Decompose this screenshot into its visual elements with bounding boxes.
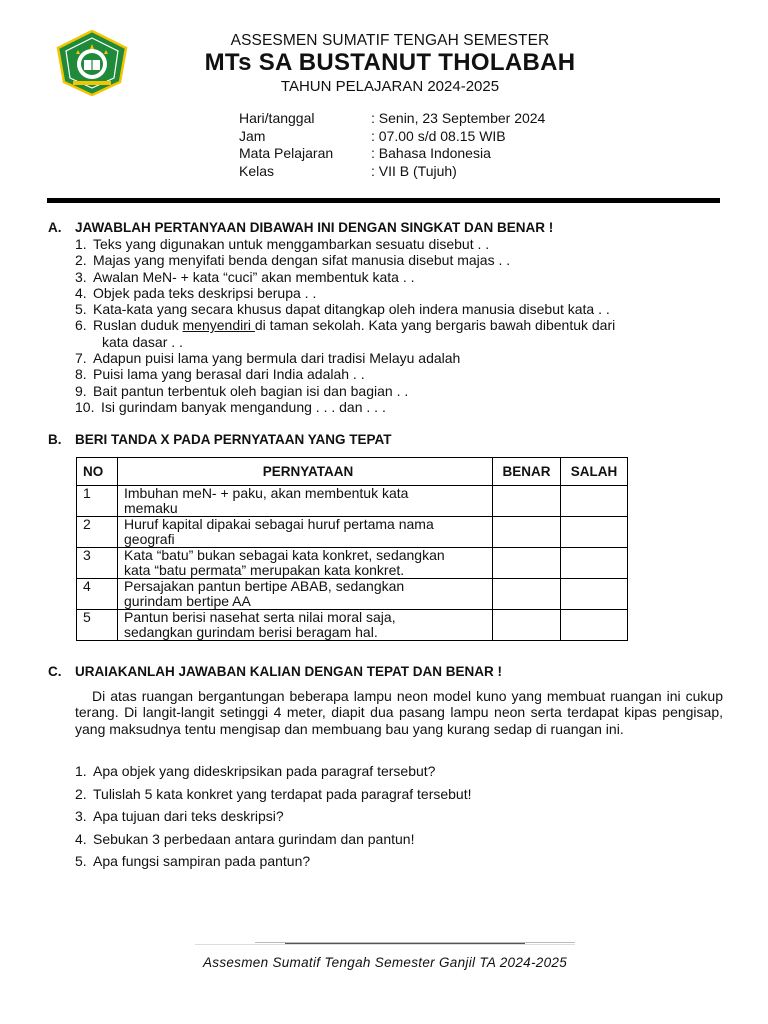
question-continuation: kata dasar . .	[102, 333, 183, 350]
exam-header-title: ASSESMEN SUMATIF TENGAH SEMESTER	[230, 32, 550, 49]
answer-cell-false[interactable]	[561, 548, 628, 579]
answer-cell-false[interactable]	[561, 486, 628, 517]
info-value: : VII B (Tujuh)	[371, 162, 457, 179]
info-value: : 07.00 s/d 08.15 WIB	[371, 127, 506, 144]
table-row	[77, 610, 628, 641]
row-no: 4	[77, 579, 118, 610]
info-label: Mata Pelajaran	[239, 145, 334, 161]
essay-question: 4. Sebukan 3 perbedaan antara gurindam dan pantun!	[75, 830, 415, 847]
question-item: 8. Puisi lama yang berasal dari India adalah . .	[75, 366, 365, 383]
reading-paragraph: Di atas ruangan bergantungan beberapa lampu neon model kuno yang membuat ruangan ini cukup terang. Di langit-langit setinggi 4 meter, diapit dua pasang lampu neon serta terdapat kipas pengisap, yang maksudnya tentu mengisap dan membuang bau yang kurang sedap di ruangan ini.	[75, 688, 723, 737]
row-no: 2	[77, 517, 118, 548]
row-no: 3	[77, 548, 118, 579]
question-item: 9. Bait pantun terbentuk oleh bagian isi dan bagian . .	[75, 382, 409, 399]
info-label: Kelas	[239, 162, 275, 179]
col-header-no: NO	[77, 458, 118, 486]
question-item: 1. Teks yang digunakan untuk menggambarkan sesuatu disebut . .	[75, 236, 490, 252]
underlined-word: menyendiri	[182, 317, 255, 334]
question-item: 7. Adapun puisi lama yang bermula dari tradisi Melayu adalah	[75, 350, 461, 367]
answer-cell-false[interactable]	[561, 579, 628, 610]
header-divider	[47, 198, 720, 203]
col-header-true: BENAR	[493, 458, 561, 486]
table-row	[77, 517, 628, 548]
essay-question: 2. Tulislah 5 kata konkret yang terdapat pada paragraf tersebut!	[75, 785, 472, 802]
table-row	[77, 486, 628, 517]
info-label: Hari/tanggal	[239, 110, 315, 126]
row-no: 5	[77, 610, 118, 641]
answer-cell-false[interactable]	[561, 517, 628, 548]
table-row	[77, 548, 628, 579]
info-row-time	[239, 128, 545, 146]
answer-cell-false[interactable]	[561, 610, 628, 641]
section-b-title: B. BERI TANDA X PADA PERNYATAAN YANG TEPAT	[48, 432, 392, 447]
row-statement: Imbuhan meN- + paku, akan membentuk kata memaku	[118, 486, 493, 517]
row-statement: Kata “batu” bukan sebagai kata konkret, sedangkan kata “batu permata” merupakan kata konkret.	[118, 548, 493, 579]
school-name: MTs SA BUSTANUT THOLABAH	[204, 49, 576, 76]
answer-cell-true[interactable]	[493, 548, 561, 579]
question-item: 4. Objek pada teks deskripsi berupa . .	[75, 284, 317, 301]
essay-question: 1. Apa objek yang dideskripsikan pada paragraf tersebut?	[75, 763, 436, 779]
col-header-statement: PERNYATAAN	[118, 458, 493, 486]
table-header-row	[77, 458, 628, 486]
question-item: 6. Ruslan duduk menyendiri di taman sekolah. Kata yang bergaris bawah dibentuk dari	[75, 317, 616, 334]
row-statement: Persajakan pantun bertipe ABAB, sedangkan gurindam bertipe AA	[118, 579, 493, 610]
madrasah-logo-icon	[54, 30, 130, 96]
section-a-questions	[75, 236, 725, 415]
table-row	[77, 579, 628, 610]
col-header-false: SALAH	[561, 458, 628, 486]
answer-cell-true[interactable]	[493, 610, 561, 641]
question-item: 3. Awalan MeN- + kata “cuci” akan membentuk kata . .	[75, 268, 415, 285]
answer-cell-true[interactable]	[493, 579, 561, 610]
info-value: : Senin, 23 September 2024	[371, 110, 546, 126]
section-a-title: A. JAWABLAH PERTANYAAN DIBAWAH INI DENGAN SINGKAT DAN BENAR !	[48, 220, 554, 235]
info-label: Jam	[239, 127, 266, 144]
answer-cell-true[interactable]	[493, 486, 561, 517]
info-row-day	[239, 110, 545, 128]
info-row-class	[239, 163, 545, 181]
question-item: 10. Isi gurindam banyak mengandung . . . dan . . .	[75, 398, 386, 415]
essay-question: 3. Apa tujuan dari teks deskripsi?	[75, 808, 284, 824]
section-c-questions	[75, 763, 472, 876]
info-value: : Bahasa Indonesia	[371, 145, 491, 161]
row-no: 1	[77, 486, 118, 517]
true-false-table	[76, 457, 628, 641]
answer-cell-true[interactable]	[493, 517, 561, 548]
school-year: TAHUN PELAJARAN 2024-2025	[280, 78, 500, 95]
section-c-title: C. URAIAKANLAH JAWABAN KALIAN DENGAN TEPAT DAN BENAR !	[48, 664, 502, 679]
essay-question: 5. Apa fungsi sampiran pada pantun?	[75, 853, 311, 869]
info-row-subject	[239, 145, 545, 163]
footer-line	[195, 944, 575, 945]
exam-info	[239, 110, 545, 180]
question-item: 5. Kata-kata yang secara khusus dapat ditangkap oleh indera manusia disebut kata . .	[75, 301, 610, 318]
question-item: 2. Majas yang menyifati benda dengan sifat manusia disebut majas . .	[75, 252, 511, 269]
row-statement: Huruf kapital dipakai sebagai huruf pertama nama geografi	[118, 517, 493, 548]
row-statement: Pantun berisi nasehat serta nilai moral saja, sedangkan gurindam berisi beragam hal.	[118, 610, 493, 641]
page-footer: Assesmen Sumatif Tengah Semester Ganjil TA 2024-2025	[202, 955, 568, 970]
